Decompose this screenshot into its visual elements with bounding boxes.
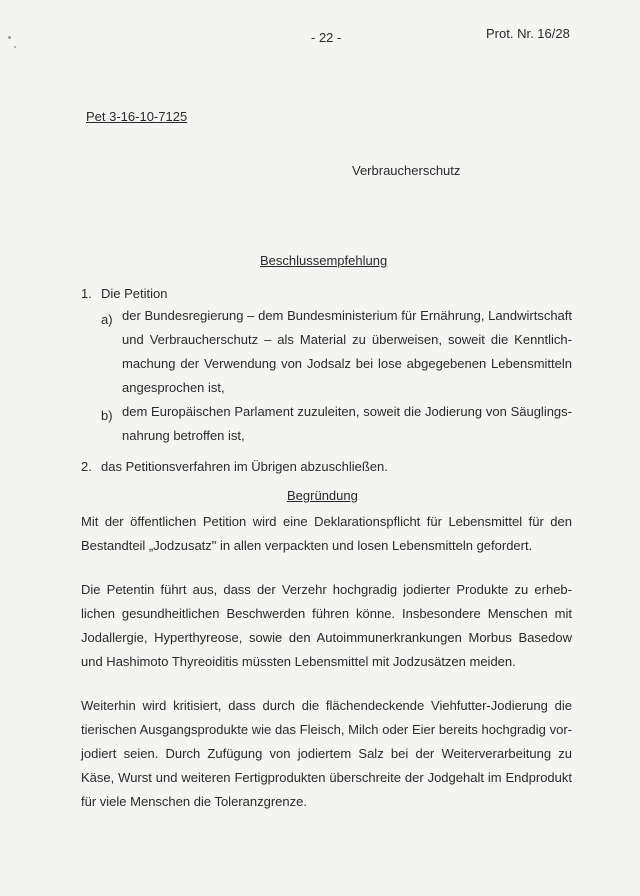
scan-speck bbox=[8, 36, 11, 39]
reasoning-paragraph-3 bbox=[81, 694, 572, 814]
reasoning-paragraph-1 bbox=[81, 510, 572, 558]
sub-b-line: dem Europäischen Parlament zuzuleiten, soweit die Jodierung von Säuglings- bbox=[122, 404, 572, 419]
sub-b-line: nahrung betroffen ist, bbox=[122, 428, 245, 443]
paragraph-line: Bestandteil „Jodzusatz" in allen verpackten und losen Lebensmitteln gefordert. bbox=[81, 538, 533, 553]
petition-reference: Pet 3-16-10-7125 bbox=[86, 109, 188, 124]
scan-speck bbox=[14, 46, 16, 48]
paragraph-line: lichen gesundheitlichen Beschwerden führen könne. Insbesondere Menschen mit bbox=[81, 606, 572, 621]
paragraph-line: tierischen Ausgangsprodukte wie das Fleisch, Milch oder Eier bereits hochgradig vor- bbox=[81, 722, 572, 737]
protocol-number: Prot. Nr. 16/28 bbox=[486, 26, 570, 41]
paragraph-line: Die Petentin führt aus, dass der Verzehr hochgradig jodierter Produkte zu erheb- bbox=[81, 582, 572, 597]
reasoning-heading: Begründung bbox=[287, 488, 358, 503]
reasoning-paragraph-2 bbox=[81, 578, 572, 674]
item2-text: das Petitionsverfahren im Übrigen abzuschließen. bbox=[101, 459, 388, 474]
paragraph-line: Mit der öffentlichen Petition wird eine Deklarationspflicht für Lebensmittel für den bbox=[81, 514, 572, 529]
sub-b-marker: b) bbox=[101, 408, 113, 423]
paragraph-line: und Hashimoto Thyreoiditis müssten Lebensmittel mit Jodzusätzen meiden. bbox=[81, 654, 516, 669]
page-number: - 22 - bbox=[311, 30, 342, 45]
paragraph-line: Weiterhin wird kritisiert, dass durch die flächendeckende Viehfutter-Jodierung die bbox=[81, 698, 572, 713]
paragraph-line: Käse, Wurst und weiteren Fertigprodukten überschreite der Jodgehalt im Endprodukt bbox=[81, 770, 572, 785]
sub-a-line: der Bundesregierung – dem Bundesministerium für Ernährung, Landwirtschaft bbox=[122, 308, 572, 323]
item2-marker: 2. bbox=[81, 459, 92, 474]
sub-b-text bbox=[122, 400, 572, 448]
paragraph-line: jodiert seien. Durch Zufügung von jodiertem Salz bei der Weiterverarbeitung zu bbox=[81, 746, 572, 761]
sub-a-line: und Verbraucherschutz – als Material zu überweisen, soweit die Kenntlich- bbox=[122, 332, 572, 347]
paragraph-line: Jodallergie, Hyperthyreose, sowie den Autoimmunerkrankungen Morbus Basedow bbox=[81, 630, 572, 645]
recommendation-heading: Beschlussempfehlung bbox=[260, 253, 388, 268]
sub-a-marker: a) bbox=[101, 312, 113, 327]
item1-marker: 1. bbox=[81, 286, 92, 301]
topic-title: Verbraucherschutz bbox=[352, 163, 461, 178]
sub-a-line: angesprochen ist, bbox=[122, 380, 225, 395]
sub-a-line: machung der Verwendung von Jodsalz bei lose abgegebenen Lebensmitteln bbox=[122, 356, 572, 371]
sub-a-text bbox=[122, 304, 572, 400]
item1-text: Die Petition bbox=[101, 286, 168, 301]
paragraph-line: für viele Menschen die Toleranzgrenze. bbox=[81, 794, 307, 809]
